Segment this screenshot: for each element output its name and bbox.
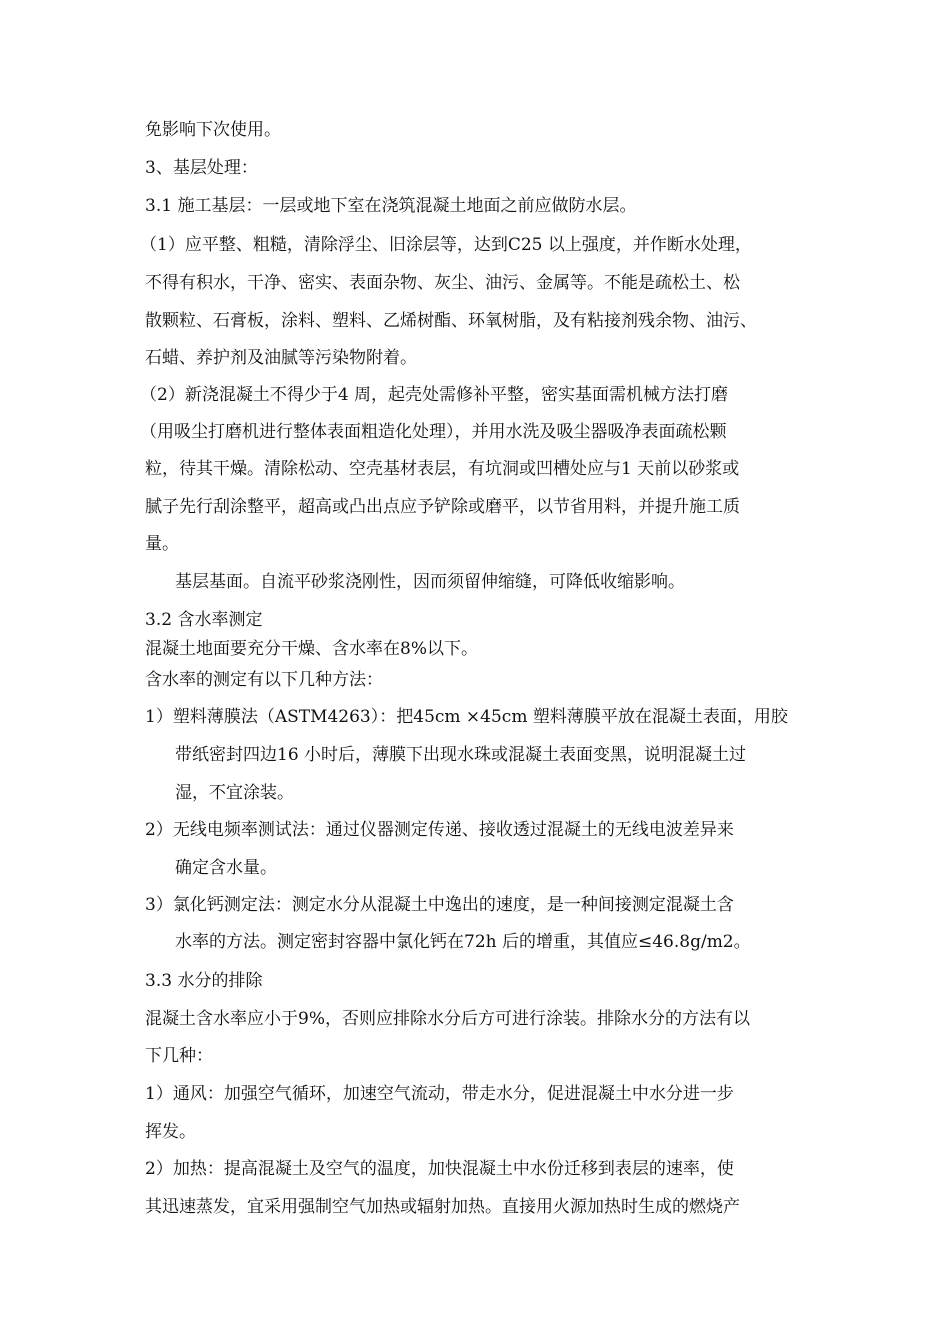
- subsection-heading: 3.3 水分的排除: [145, 971, 263, 991]
- text-line: 混凝土含水率应小于9%，否则应排除水分后方可进行涂装。排除水分的方法有以: [145, 1009, 750, 1029]
- text-line: 基层基面。自流平砂浆浇刚性，因而须留伸缩缝，可降低收缩影响。: [175, 572, 685, 592]
- subsection-heading: 3.1 施工基层：一层或地下室在浇筑混凝土地面之前应做防水层。: [145, 196, 637, 216]
- list-item-continuation: 确定含水量。: [175, 858, 277, 878]
- list-item: 1）通风：加强空气循环，加速空气流动，带走水分，促进混凝土中水分进一步: [145, 1084, 734, 1104]
- list-item: 2）加热：提高混凝土及空气的温度，加快混凝土中水份迁移到表层的速率，使: [145, 1159, 734, 1179]
- text-line: （2）新浇混凝土不得少于4 周，起壳处需修补平整，密实基面需机械方法打磨: [140, 385, 729, 405]
- text-line: 下几种：: [145, 1046, 213, 1066]
- list-item: 3）氯化钙测定法：测定水分从混凝土中逸出的速度，是一种间接测定混凝土含: [145, 895, 734, 915]
- text-line: 散颗粒、石膏板，涂料、塑料、乙烯树酯、环氧树脂，及有粘接剂残余物、油污、: [145, 311, 757, 331]
- list-item: 2）无线电频率测试法：通过仪器测定传递、接收透过混凝土的无线电波差异来: [145, 820, 734, 840]
- text-line: （1）应平整、粗糙，清除浮尘、旧涂层等，达到C25 以上强度，并作断水处理，: [140, 235, 752, 255]
- text-line: 不得有积水，干净、密实、表面杂物、灰尘、油污、金属等。不能是疏松土、松: [145, 273, 740, 293]
- text-line: 含水率的测定有以下几种方法：: [145, 670, 383, 690]
- list-item-continuation: 湿，不宜涂装。: [175, 783, 294, 803]
- text-line: 免影响下次使用。: [145, 120, 281, 140]
- text-line: 量。: [145, 534, 179, 554]
- list-item-continuation: 其迅速蒸发，宜采用强制空气加热或辐射加热。直接用火源加热时生成的燃烧产: [145, 1197, 740, 1217]
- text-line: （用吸尘打磨机进行整体表面粗造化处理），并用水洗及吸尘器吸净表面疏松颗: [140, 422, 727, 442]
- text-line: 石蜡、养护剂及油腻等污染物附着。: [145, 348, 417, 368]
- list-item-continuation: 带纸密封四边16 小时后，薄膜下出现水珠或混凝土表面变黑，说明混凝土过: [175, 745, 747, 765]
- list-item-continuation: 水率的方法。测定密封容器中氯化钙在72h 后的增重，其值应≤46.8g/m2。: [175, 932, 751, 952]
- list-item: 1）塑料薄膜法（ASTM4263）：把45cm ×45cm 塑料薄膜平放在混凝土表面，用胶: [145, 707, 788, 727]
- text-line: 粒，待其干燥。清除松动、空壳基材表层，有坑洞或凹槽处应与1 天前以砂浆或: [145, 459, 740, 479]
- section-heading: 3、基层处理：: [145, 158, 258, 178]
- text-line: 混凝土地面要充分干燥、含水率在8%以下。: [145, 639, 478, 659]
- list-item-continuation: 挥发。: [145, 1122, 196, 1142]
- text-line: 腻子先行刮涂整平，超高或凸出点应予铲除或磨平，以节省用料，并提升施工质: [145, 497, 740, 517]
- subsection-heading: 3.2 含水率测定: [145, 610, 263, 630]
